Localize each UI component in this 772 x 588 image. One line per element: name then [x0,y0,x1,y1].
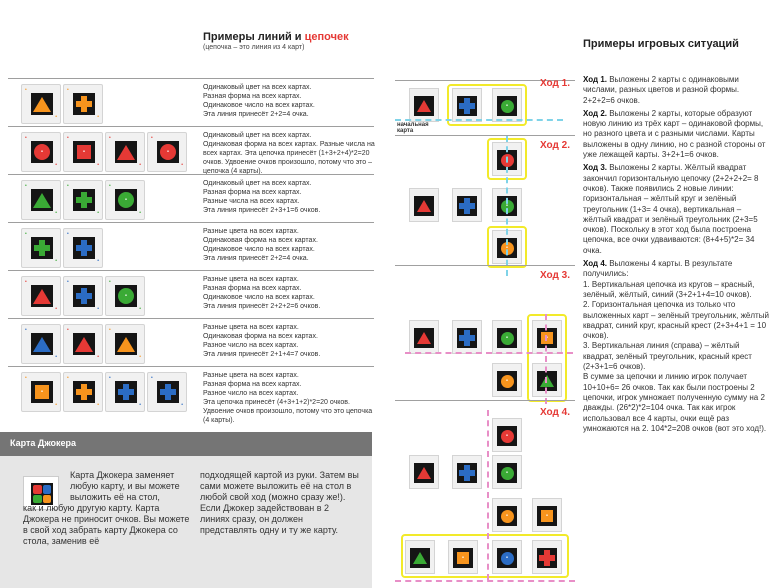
joker-header: Карта Джокера [0,432,372,456]
game-card [492,363,522,397]
game-card [452,320,482,354]
card-group [21,228,103,268]
situations-title: Примеры игровых ситуаций [583,38,739,50]
green-triangle-icon [33,193,51,208]
green-circle-icon: • [118,192,134,208]
turn-label: Ход 3. [540,270,570,281]
blue-cross-icon [160,384,176,400]
game-card [409,188,439,222]
line-example-text: Одинаковый цвет на всех картах. Разная форма на всех картах. Одинаковое число на всех картах. Эта линия принесёт 2+2=4 очка. [203,84,315,118]
orange-circle-icon: • [501,242,514,255]
game-card [452,188,482,222]
line-example-text: Разные цвета на всех картах. Одинаковая форма на всех картах. Разное число на всех картах. Эта линия принесёт 2+1+4=7 очков. [203,324,321,358]
orange-square-icon: • [35,385,49,399]
game-card: • • [63,180,103,220]
scoring-line-marker [487,410,489,580]
red-triangle-icon [417,332,431,344]
lines-section-title [203,31,349,43]
game-card [409,320,439,354]
scoring-line-marker [545,314,547,404]
new-cards-highlight [401,534,569,578]
game-card [492,320,522,354]
orange-square-icon: • [541,332,553,344]
turn-heading: Ход 3. [583,163,607,173]
orange-circle-icon: • [501,510,514,523]
turn-label: Ход 4. [540,407,570,418]
game-card: • • [105,324,145,364]
green-circle-icon: • [501,332,514,345]
scoring-line-marker [405,352,573,354]
blue-cross-icon [459,330,475,346]
joker-intro: Карта Джокера заменяет любую карту, и вы можете выложить её на стол, [70,470,180,502]
orange-cross-icon [76,384,92,400]
game-card: • • [147,372,187,412]
line-example-row [8,270,374,318]
line-example-row [8,222,374,270]
blue-triangle-icon [33,337,51,352]
turn-heading: Ход 4. [583,259,607,269]
green-circle-icon: • [501,100,514,113]
blue-cross-icon [459,198,475,214]
red-circle-icon: • [501,430,514,443]
green-circle-icon: • [501,467,514,480]
game-card [452,455,482,489]
green-cross-icon [34,240,50,256]
line-example-text: Одинаковый цвет на всех картах. Одинаковая форма на всех картах. Разные числа на всех картах. Эта цепочка принесёт (1+3+2+4)*2=20 очков. Удвоение очков произошло, потому что это – цепочка (4 карты). [203,132,375,175]
turn-body: Выложены 4 карты. В результате получились: 1. Вертикальная цепочка из кругов – красный, зелёный, жёлтый, синий (3+2+1+4=10 очков). 2. Горизонтальная цепочка из только что выложенных карт – зелёный треугольник, жёлтый квадрат, синий круг, красный крест (2+3+4+1 = 10 очков). 3. Вертикальная линия (справа) – жёлтый квадрат, зелёный треугольник, красный крест (2+3+1=6 очков). В сумме за цепочки и линию игрок получает 10+10+6= 26 очков. Так как были построены 2 цепочки, игрок умножает полученную сумму на 2 дважды. (26*2)*2=104 очка. Так как игрок использовал все 4 карты, очки ещё раз умножаются на 2. 104*2=208 очков (вот это ход!). [583,259,769,433]
blue-circle-icon: • [501,552,514,565]
turn-heading: Ход 1. [583,75,607,84]
red-triangle-icon [417,467,431,479]
blue-cross-icon [118,384,134,400]
orange-square-icon: • [457,552,469,564]
game-card [409,455,439,489]
start-card-label: начальная карта [397,122,429,134]
card-group [21,276,145,316]
game-card [492,418,522,452]
line-example-text: Разные цвета на всех картах. Одинаковая форма на всех картах. Одинаковое число на всех картах. Эта линия принесёт 2+2=4 очка. [203,228,318,262]
turn-body: Выложены 2 карты, которые образуют новую линию из трёх карт – одинаковой формы, но разного цвета и с разными числами. Карты выложены в одну линию, но с разной стороны от уже лежащей карты. 3+2+1=6 очков. [583,108,766,160]
turn-body: Выложены 2 карты с одинаковыми числами, разных цветов и разной формы. 2+2+2=6 очков. [583,75,740,105]
red-triangle-icon [33,289,51,304]
scoring-line-marker [395,580,575,582]
scoring-line-marker [395,119,563,121]
game-card: • • [63,228,103,268]
game-card [532,498,562,532]
line-example-text: Разные цвета на всех картах. Разная форма на всех картах. Одинаковое число на всех картах. Эта линия принесёт 2+2+2=6 очков. [203,276,321,310]
green-circle-icon: • [118,288,134,304]
turn-diagrams [395,80,580,580]
red-triangle-icon [417,100,431,112]
card-group [21,372,187,412]
green-circle-icon: • [501,200,514,213]
card-group [21,324,145,364]
red-triangle-icon [75,337,93,352]
orange-cross-icon [76,96,92,112]
line-example-row [8,318,374,366]
game-card: • • [63,276,103,316]
game-card [409,88,439,122]
red-square-icon: • [77,145,91,159]
game-card: • • [63,324,103,364]
lines-subtitle: (цепочка – это линия из 4 карт) [203,44,305,51]
line-example-row [8,126,374,174]
game-card: • • [21,84,61,124]
blue-cross-icon [76,240,92,256]
game-card: • • [21,276,61,316]
game-card: • • • [21,372,61,412]
game-card: • • • [21,132,61,172]
game-card: • • [63,372,103,412]
joker-text-col1 [23,470,193,547]
turn-divider [395,265,575,266]
turn-explanation [583,75,769,106]
turn-label: Ход 1. [540,78,570,89]
scoring-line-marker [506,136,508,276]
blue-cross-icon [76,288,92,304]
red-triangle-icon [417,200,431,212]
blue-cross-icon [459,465,475,481]
red-circle-icon: • [34,144,50,160]
game-card: • • [21,228,61,268]
card-group [21,180,145,220]
game-card [492,455,522,489]
new-cards-highlight [527,314,567,402]
card-group [21,132,187,172]
title-accent: цепочек [304,31,349,43]
game-card: • • [105,132,145,172]
situations-text [583,75,769,437]
turn-explanation [583,109,769,160]
turn-heading: Ход 2. [583,108,607,118]
game-card: • • • [63,132,103,172]
turn-body: Выложены 2 карты. Жёлтый квадрат закончил горизонтальную цепочку (2+2+2+2= 8 очков). Также появились 2 новые линии: горизонтальная – жёлтый круг и зелёный треугольник (1+3= 4 очка), вертикальная – жёлтый квадрат и зелёный треугольник (2+3=5 очков). Поскольку в этот ход была построена цепочка, все очки удваиваются: (8+4+5)*2= 34 очка. [583,163,759,255]
green-cross-icon [76,192,92,208]
card-group [21,84,103,124]
game-card: • • • [147,132,187,172]
game-card: • • [21,324,61,364]
game-card: • • [21,180,61,220]
turn-label: Ход 2. [540,140,570,151]
orange-square-icon: • [541,510,553,522]
line-example-text: Разные цвета на всех картах. Разная форма на всех картах. Разное число на всех картах. Эта цепочка принесёт (4+3+1+2)*2=20 очков. Удвоение очков произошло, потому что это цепочка (4 карты). [203,372,373,424]
joker-rest: как и любую другую карту. Карта Джокера не приносит очков. Вы можете в свой ход забрать карту Джокера со стола, заменив её [23,503,190,546]
red-triangle-icon [117,145,135,160]
title-main: Примеры линий и [203,31,302,43]
turn-explanation [583,259,769,434]
line-example-row [8,78,374,126]
orange-triangle-icon [33,97,51,112]
line-example-text: Одинаковый цвет на всех картах. Разная форма на всех картах. Разные числа на всех картах. Эта линия принесёт 2+3+1=6 очков. [203,180,321,214]
game-card: • • • [105,180,145,220]
line-example-row [8,174,374,222]
turn-divider [395,400,575,401]
joker-text-col2: подходящей картой из руки. Затем вы сами можете выложить её на стол в любой свой ход (можно сразу же!). Если Джокер задействован в 2 линиях сразу, он должен представлять одну и ту же карту. [200,470,359,535]
game-card [492,498,522,532]
orange-triangle-icon [117,337,135,352]
game-card: • • [105,372,145,412]
orange-circle-icon: • [501,375,514,388]
turn-divider [395,135,575,136]
red-circle-icon: • [501,154,514,167]
line-example-row [8,366,374,424]
game-card: • • • [105,276,145,316]
turn-explanation [583,163,769,256]
game-card: • • [63,84,103,124]
red-circle-icon: • [160,144,176,160]
